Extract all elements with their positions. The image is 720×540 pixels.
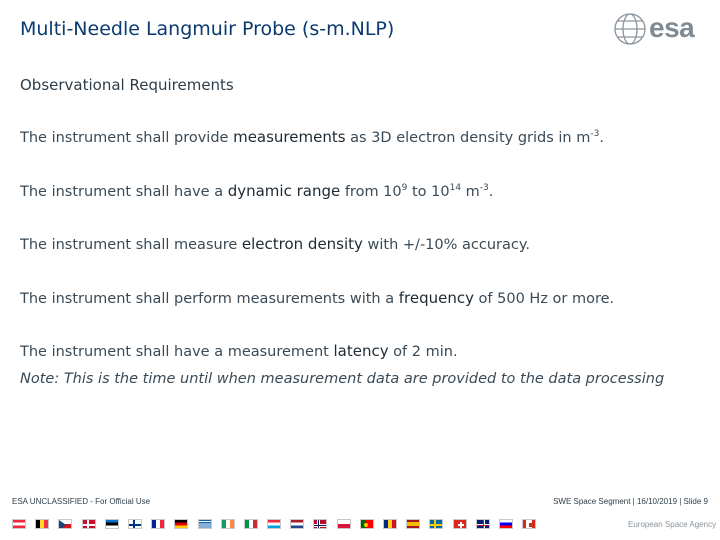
flag-icon [267, 519, 281, 529]
flag-icon [499, 519, 513, 529]
slide-title: Multi-Needle Langmuir Probe (s-m.NLP) [20, 18, 395, 40]
flag-icon [429, 519, 443, 529]
flag-icon [198, 519, 212, 529]
slide-meta: SWE Space Segment | 16/10/2019 | Slide 9 [553, 497, 708, 506]
flag-icon [383, 519, 397, 529]
agency-name: European Space Agency [628, 520, 717, 529]
classification-label: ESA UNCLASSIFIED - For Official Use [12, 497, 151, 506]
flag-icon [221, 519, 235, 529]
flag-icon [58, 519, 72, 529]
flag-icon [128, 519, 142, 529]
flag-icon [522, 519, 536, 529]
flag-icon [244, 519, 258, 529]
requirement-latency: The instrument shall have a measurement latency of 2 min. [20, 342, 458, 360]
flag-icon [12, 519, 26, 529]
flag-icon [476, 519, 490, 529]
member-state-flags-bar [0, 510, 720, 540]
flag-icon [105, 519, 119, 529]
latency-note: Note: This is the time until when measurement data are provided to the data processing [20, 371, 665, 387]
flag-icon [35, 519, 49, 529]
flag-icon [151, 519, 165, 529]
flag-icon [406, 519, 420, 529]
section-subtitle: Observational Requirements [20, 76, 234, 94]
flag-strip [12, 519, 545, 530]
flag-icon [82, 519, 96, 529]
flag-icon [174, 519, 188, 529]
requirement-electron-density: The instrument shall measure electron density with +/-10% accuracy. [20, 235, 530, 253]
flag-icon [290, 519, 304, 529]
flag-icon [337, 519, 351, 529]
esa-logo: esa [612, 8, 710, 50]
flag-icon [360, 519, 374, 529]
flag-icon [453, 519, 467, 529]
requirement-frequency: The instrument shall perform measurements with a frequency of 500 Hz or more. [20, 289, 615, 307]
requirement-measurements: The instrument shall provide measurements as 3D electron density grids in $m^{-3}$. [20, 128, 604, 146]
flag-icon [313, 519, 327, 529]
requirement-dynamic-range: The instrument shall have a dynamic range from $10^9$ to $10^{14}$ $m^{-3}$. [20, 182, 494, 200]
